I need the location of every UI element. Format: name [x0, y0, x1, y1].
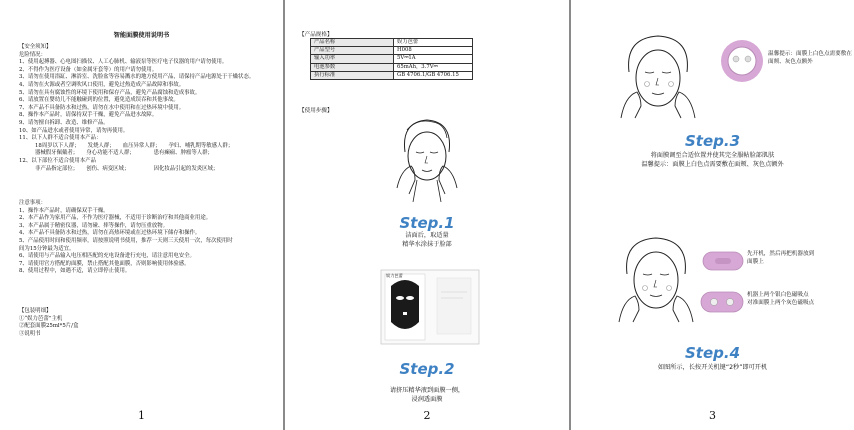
package-item: ①“娱力芭蕾”主机	[19, 315, 63, 322]
tip-mask-dots	[768, 50, 852, 66]
package-section	[19, 308, 275, 338]
manual-title: 智能面膜使用说明书	[113, 32, 170, 39]
note-item: 7、请使用官方搭配的面膜，禁止搭配其他面膜，否则影响使用体验感。	[19, 260, 190, 267]
spec-key: 电池参数	[311, 63, 394, 71]
note-item: 8、使用过程中，如遇不适，请立即停止使用。	[19, 268, 131, 275]
mask-package-illustration	[379, 268, 481, 346]
device-closeup-icon	[719, 38, 765, 84]
caption-line: 洁面后，取适量	[405, 232, 449, 239]
tip-power-on	[747, 250, 814, 266]
tip-line: 对准面膜上两个灰色磁吸点	[747, 300, 815, 306]
tip-line: 温馨提示：面膜上白色点需要敷在	[768, 51, 852, 57]
step4-label: Step.4	[684, 344, 741, 362]
note-item: 3、本产品属于精密仪器，请勿碰、摔等操作，请勿压重放物。	[19, 222, 168, 229]
caption-line: 精华水涂抹于脸部	[402, 241, 452, 248]
danger-item: 3、请勿在使用浴缸、淋浴室、洗脸盆等容易溅水的地方使用产品，请保持产品电源处于干燥状态。	[19, 74, 255, 81]
tip-line: 机器上两个银白色磁吸点	[747, 292, 809, 298]
spec-key: 执行标准	[311, 71, 394, 79]
spec-table	[310, 38, 473, 80]
page-number: 3	[709, 409, 716, 422]
manual-page-3	[571, 0, 854, 430]
safety-section	[19, 44, 275, 173]
danger-item: 12、以下部位不适合使用本产品	[19, 157, 96, 164]
table-row	[311, 47, 473, 55]
note-item: 5、产品使用时间和使用频率，请按照说明书使用，推荐一天则三天使用一次，每次使用时	[19, 237, 233, 244]
note-item: 4、本产品不具备防水和过热，请勿在高热环境或在过热环境下储存和操作。	[19, 230, 201, 237]
safety-heading: 【安全须知】	[19, 44, 52, 50]
danger-item: 4、请勿在火源或者空调吹风口使用，避免过热造成产品故障和事故。	[19, 81, 185, 88]
notes-heading: 注意事项：	[19, 200, 46, 206]
step1-label: Step.1	[399, 214, 455, 232]
danger-item: 6、请放置在婴幼儿不能触碰到的位置，避免造成误吞和其他事故。	[19, 97, 179, 104]
danger-item: 9、请勿擅自拆卸、改造、维修产品。	[19, 119, 109, 126]
note-item: 6、请使用与产品输入电压相匹配的充电设备进行充电，请注意用电安全。	[19, 253, 195, 260]
page-number: 1	[138, 409, 145, 422]
step3-caption	[571, 151, 854, 169]
spec-value: 娱力芭蕾	[394, 39, 473, 47]
spec-heading: 【产品规格】	[299, 32, 333, 38]
note-item: 2、本产品作为家用产品，不作为医疗器械，不适用于诊断治疗和其他商业用途。	[19, 215, 212, 222]
face-mask-illustration	[613, 26, 703, 126]
step1-caption	[285, 231, 569, 249]
tip-line: 面颊、灰色点额外	[768, 59, 813, 65]
package-item: ②配套面膜25ml*5片/盒	[19, 323, 79, 330]
device-bottom-icon	[699, 288, 745, 316]
spec-value: 5V⎓1A	[394, 55, 473, 63]
face-device-illustration	[611, 228, 701, 328]
danger-item: 1、使用起搏器、心电图扫描仪、人工心肺机、输液泵等医疗电子仪器的用户请勿使用。	[19, 59, 228, 66]
page-number: 2	[423, 409, 431, 422]
danger-item: 8、操作本产品时，请保持双手干燥，避免产品进水故障。	[19, 112, 158, 119]
danger-item: 7、本产品不具备防水和过热，请勿在水中使用和在过热环境中使用。	[19, 104, 185, 111]
manual-page-1	[0, 0, 283, 430]
caption-line: 如图所示，长按开关机键“2秒”即可开机	[657, 364, 768, 371]
danger-item: 10、如产品进水或者使用异常，请勿再使用。	[19, 127, 129, 134]
table-row	[311, 39, 473, 47]
package-heading: 【包装明细】	[19, 308, 52, 314]
tip-line: 面膜上	[747, 259, 764, 265]
step2-caption	[285, 386, 569, 404]
spec-value: 65mAh，3.7V⎓	[394, 63, 473, 71]
danger-item: 2、不得作为医疗设备（如金属牙套等）的用户请勿使用。	[19, 66, 158, 73]
tip-line: 先开机，然后再把机器放到	[747, 251, 815, 257]
step2-label: Step.2	[399, 360, 455, 378]
spec-key: 产品型号	[311, 47, 394, 55]
caption-line: 将面膜调至合适位置并使其完全服帖脸部肌肤	[650, 152, 775, 159]
danger-heading: 危险情况：	[19, 51, 46, 58]
caption-line: 浸润透面膜	[411, 396, 443, 403]
table-row	[311, 63, 473, 71]
caption-line: 温馨提示：面膜上白色点需要敷在面颊、灰色点额外	[641, 161, 784, 168]
mask-box-text: 娱力芭蕾	[386, 273, 403, 278]
table-row	[311, 55, 473, 63]
table-row	[311, 71, 473, 79]
spec-value: GB 4706.1/GB 4706.15	[394, 71, 473, 79]
tip-magnet-points	[747, 291, 814, 307]
device-top-icon	[701, 248, 745, 274]
steps-heading: 【使用步骤】	[299, 108, 333, 114]
crowd-row: 器械假牙佩戴者； 身心功能不适人群； 患有癫痫、肿瘤等人群；	[35, 150, 213, 157]
notes-section	[19, 200, 275, 276]
danger-item: 11、以下人群不适合使用本产品：	[19, 135, 102, 142]
face-applying-illustration	[387, 112, 467, 202]
spec-key: 输入功率	[311, 55, 394, 63]
note-item: 1、操作本产品时，请确保双手干燥。	[19, 207, 109, 214]
manual-page-2	[285, 0, 569, 430]
spec-key: 产品名称	[311, 39, 394, 47]
note-item: 间为15分钟最为适宜。	[19, 245, 75, 252]
caption-line: 请挤压精华液到面膜一侧，	[389, 387, 465, 394]
danger-item: 5、请勿在具有腐蚀性的环境下使用和保存产品，避免产品腐蚀和造成事故。	[19, 89, 201, 96]
step4-caption	[571, 363, 854, 372]
package-item: ③说明书	[19, 330, 41, 337]
crowd-row: 18周岁以下人群； 发烧人群； 血压异常人群； 孕妇、哺乳期等敏感人群；	[35, 142, 234, 149]
step3-label: Step.3	[684, 132, 741, 150]
parts-row: 非产品指定部位； 创伤、病变区域； 因化妆品引起的发炎区域；	[35, 165, 219, 172]
spec-value: H008	[394, 47, 473, 55]
